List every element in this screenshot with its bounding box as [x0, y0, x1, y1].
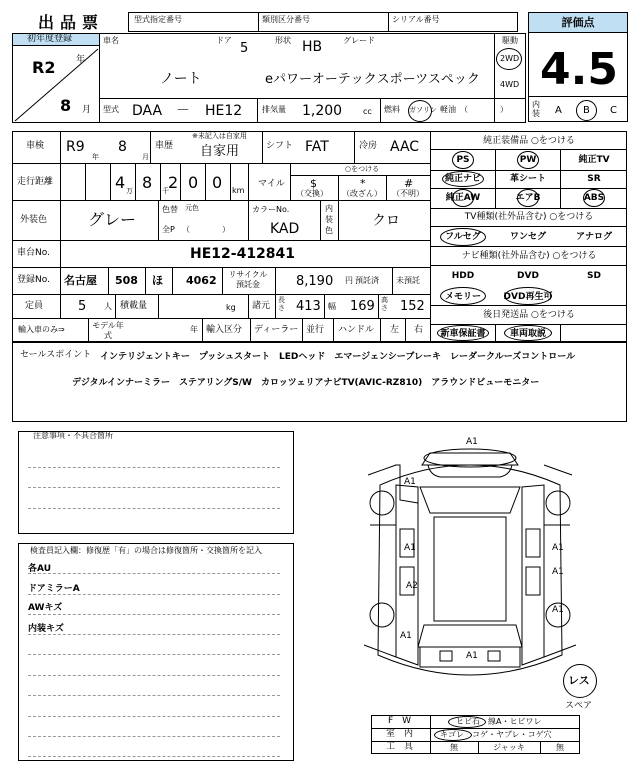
history-label: 車歴	[155, 141, 174, 151]
fw-circle	[448, 716, 486, 728]
shift-label: シフト	[266, 141, 294, 151]
mileage-digit: 8	[142, 173, 153, 192]
recycle-label: リサイクル預託金	[228, 270, 268, 289]
interior-grade-label: 内装	[532, 100, 540, 118]
doors-value: 5	[240, 41, 249, 56]
opt-pw-circle	[517, 151, 539, 169]
mileage-opt-unknown: （不明）	[392, 189, 424, 198]
damage-mark: A1	[400, 631, 412, 641]
mileage-opt-exchange-sym: $	[310, 177, 317, 190]
ac-value: AAC	[390, 139, 420, 155]
mileage-label: 走行距離	[17, 177, 54, 187]
shift-value: FAT	[305, 139, 329, 155]
drive-4wd: 4WD	[500, 80, 520, 89]
displacement-label: 排気量	[262, 105, 286, 114]
top-field-box	[128, 12, 518, 32]
fuel-diesel: 軽油	[440, 105, 456, 114]
damage-mark: A1	[466, 651, 478, 661]
shaken-month-unit: 月	[142, 153, 149, 161]
exterior-color-value: グレー	[88, 210, 137, 229]
fuel-gasoline: ガソリン	[409, 106, 437, 114]
mileage-digit: 0	[212, 173, 223, 192]
doc-manual-circle	[504, 325, 552, 341]
first-reg-label: 初年度登録	[13, 34, 99, 46]
sales-point-line1: インテリジェントキー プッシュスタート LEDヘッド エマージェンシーブレーキ レーダークルーズコントロール	[100, 352, 576, 362]
mileage-man-unit: 万	[126, 187, 133, 195]
shaken-month: 8	[118, 139, 127, 155]
damage-mark: A1	[552, 567, 564, 577]
tv-fullseg-circle	[440, 228, 486, 246]
navi-memory: メモリー	[444, 292, 481, 302]
reg-area: 名古屋	[64, 274, 97, 287]
height-label: 高さ	[381, 296, 388, 312]
import-class-label: 輸入区分	[206, 325, 243, 335]
tools-label: 工 具	[386, 742, 414, 752]
doc-warranty-circle	[437, 325, 489, 341]
sales-point-label: セールスポイント	[20, 350, 92, 360]
navi-memory-circle	[440, 287, 486, 305]
width-label: 幅	[328, 302, 336, 311]
shaken-label: 車検	[26, 141, 45, 151]
sales-point-line2: デジタルインナーミラー ステアリングS/W カロッツェリアナビTV(AVIC-RZ810) アラウンドビューモニター	[72, 378, 540, 388]
opt-ps: PS	[456, 155, 470, 165]
inspector-title: 検査員記入欄：修復歴「有」の場合は修復箇所・交換箇所を記入	[30, 546, 262, 555]
reg-label: 登録No.	[17, 275, 50, 285]
width-value: 169	[350, 299, 375, 314]
fw-label: F W	[388, 716, 412, 726]
tools-value: 無	[450, 743, 458, 752]
damage-mark: A1	[404, 543, 416, 553]
interior-value: キゴレ コゲ・ヤブレ・コゲ穴	[440, 730, 552, 739]
navi-hdd: HDD	[451, 271, 475, 281]
notes-box	[18, 431, 294, 534]
fuel-other: （ ）	[460, 105, 508, 114]
capacity-value: 5	[78, 299, 87, 314]
color-no-value: KAD	[270, 221, 300, 237]
interior-color-label: 内装色	[325, 204, 333, 235]
grade-value: 4.5	[540, 44, 618, 95]
displacement-value: 1,200	[302, 103, 343, 119]
opt-pw: PW	[519, 155, 537, 165]
shaken-year-unit: 年	[92, 153, 99, 161]
chassis-value: HE12-412841	[190, 246, 296, 262]
mileage-opt-exchange: （交換）	[296, 189, 328, 198]
interior-circle	[434, 729, 472, 741]
model-prefix: DAA	[132, 103, 163, 119]
model-year-label: モデル年式	[92, 321, 124, 340]
door-label: ドア	[216, 36, 232, 45]
opt-aw: 純正AW	[445, 193, 481, 203]
dims-label: 諸元	[252, 301, 271, 311]
load-unit: kg	[226, 303, 236, 312]
recycle-unit: 円	[345, 276, 353, 285]
height-value: 152	[400, 299, 425, 314]
interior-option-c: C	[610, 105, 617, 116]
model-label: 型式	[103, 105, 119, 114]
damage-mark: A2	[406, 581, 418, 591]
grade-label: 評価点	[529, 13, 627, 33]
category-label: 類別区分番号	[262, 15, 310, 24]
grade-value-text: eパワーオーテックスポーツスペック	[265, 72, 480, 87]
grade-label-text: グレード	[343, 36, 375, 45]
navi-dvd-play-circle	[504, 287, 552, 305]
fw-value: ヒビ石 線A・ヒビワレ	[456, 717, 542, 726]
opt-abs-circle	[583, 189, 605, 207]
spare-label: スペア	[565, 701, 593, 711]
interior-selected-circle	[576, 100, 597, 121]
model-code: HE12	[205, 103, 243, 119]
color-no-label: カラーNo.	[252, 205, 290, 214]
reg-kana: ほ	[152, 274, 163, 287]
opt-aw-circle	[452, 189, 474, 207]
mileage-opt-tamper: （改ざん）	[342, 189, 382, 198]
import-label: 輸入車のみ⇒	[18, 325, 65, 334]
recycle-value: 8,190	[296, 274, 334, 289]
capacity-label: 定員	[25, 301, 44, 311]
tv-type-title: TV種類(社外品含む) ○をつける	[464, 212, 594, 222]
inspector-box	[18, 543, 294, 761]
reg-serial: 4062	[186, 274, 217, 287]
shaken-era: R9	[66, 139, 85, 155]
navi-dvd-play: DVD再生可	[503, 292, 553, 302]
mile-label: マイル	[258, 179, 285, 189]
jack-label: ジャッキ	[493, 743, 525, 752]
damage-mark: A1	[552, 543, 564, 553]
repaint-label: 色替	[162, 205, 178, 214]
chassis-label: 車台No.	[17, 248, 50, 258]
inspector-line: 内装キズ	[28, 624, 64, 634]
doc-manual: 車両取説	[509, 329, 546, 339]
mileage-sen-unit: 千	[162, 187, 169, 195]
inspector-line: 各AU	[28, 564, 51, 574]
drive-label: 駆動	[502, 36, 518, 45]
opt-airbag-circle	[517, 189, 539, 207]
mileage-digit: 4	[115, 173, 126, 192]
load-label: 積載量	[120, 301, 148, 311]
history-value: 自家用	[200, 144, 240, 159]
opt-airbag: エアB	[515, 193, 541, 203]
fuel-label: 燃料	[384, 105, 400, 114]
first-reg-era: R2	[32, 58, 56, 77]
mileage-circle-note: ○をつける	[345, 165, 380, 173]
serial-label: シリアル番号	[392, 15, 440, 24]
jack-value: 無	[556, 743, 564, 752]
type-designation-label: 型式指定番号	[134, 15, 182, 24]
model-dash: －	[176, 103, 190, 119]
length-value: 413	[296, 299, 321, 314]
navi-dvd: DVD	[517, 271, 539, 281]
navi-sd: SD	[587, 271, 601, 281]
full-paint-label: 全P	[162, 225, 175, 234]
history-note: ※未記入は自家用	[192, 132, 247, 140]
ac-label: 冷房	[359, 141, 378, 151]
mileage-digit: 0	[188, 173, 199, 192]
recycle-deposited: 預託済	[355, 276, 379, 285]
model-year-unit: 年	[190, 325, 198, 334]
original-color-paren: （ ）	[182, 225, 230, 234]
handle-label: ハンドル	[338, 325, 375, 335]
inspector-line: ドアミラーA	[28, 584, 80, 594]
original-color-label: 元色	[185, 204, 199, 212]
interior-option-a: A	[555, 105, 562, 116]
notes-title: 注意事項・不具合箇所	[33, 431, 113, 440]
navi-type-title: ナビ種類(社外品含む) ○をつける	[461, 251, 597, 261]
handle-left: 左	[390, 325, 400, 335]
tv-oneseg: ワンセグ	[509, 232, 546, 242]
opt-navi: 純正ナビ	[444, 174, 481, 184]
car-name-label: 車名	[103, 36, 119, 45]
opt-abs: ABS	[583, 193, 605, 203]
first-reg-month: 8	[60, 96, 72, 115]
equipment-title: 純正装備品 ○をつける	[483, 136, 575, 146]
damage-mark: A1	[552, 605, 564, 615]
mileage-opt-unknown-sym: #	[404, 177, 414, 190]
shape-label: 形状	[275, 36, 291, 45]
tv-analog: アナログ	[575, 232, 612, 242]
later-docs-title: 後日発送品 ○をつける	[483, 310, 575, 320]
shape-value: HB	[302, 39, 323, 55]
car-name-value: ノート	[160, 71, 202, 87]
exterior-color-label: 外装色	[20, 215, 48, 225]
tv-fullseg: フルセグ	[445, 232, 481, 242]
damage-mark: A1	[404, 477, 416, 487]
mileage-km-unit: km	[232, 186, 245, 195]
drive-2wd: 2WD	[500, 54, 520, 63]
mileage-digit: 2	[168, 173, 179, 192]
spare-value: レス	[568, 674, 590, 687]
first-reg-month-unit: 月	[82, 105, 92, 115]
recycle-not-deposited: 未預託	[396, 276, 420, 285]
inspector-line: AWキズ	[28, 603, 63, 613]
mileage-opt-tamper-sym: *	[360, 177, 366, 190]
opt-navi-circle	[442, 171, 484, 187]
damage-mark: A1	[466, 437, 478, 447]
displacement-unit: cc	[363, 107, 372, 116]
interior-option-b: B	[583, 105, 590, 116]
import-dealer: ディーラー	[254, 325, 299, 335]
length-label: 長さ	[278, 296, 285, 312]
interior-color-value: クロ	[372, 213, 400, 229]
first-reg-year-unit: 年	[76, 55, 86, 65]
opt-leather: 革シート	[509, 174, 546, 184]
opt-sr: SR	[587, 174, 601, 184]
import-parallel: 並行	[306, 325, 325, 335]
page-title: 出品票	[38, 13, 105, 32]
doc-warranty: 新車保証書	[440, 329, 486, 339]
opt-tv: 純正TV	[578, 155, 610, 165]
capacity-unit: 人	[104, 302, 112, 311]
opt-ps-circle	[452, 151, 474, 169]
reg-num: 508	[115, 274, 138, 287]
interior-label: 室 内	[386, 729, 414, 739]
handle-right: 右	[414, 325, 424, 335]
